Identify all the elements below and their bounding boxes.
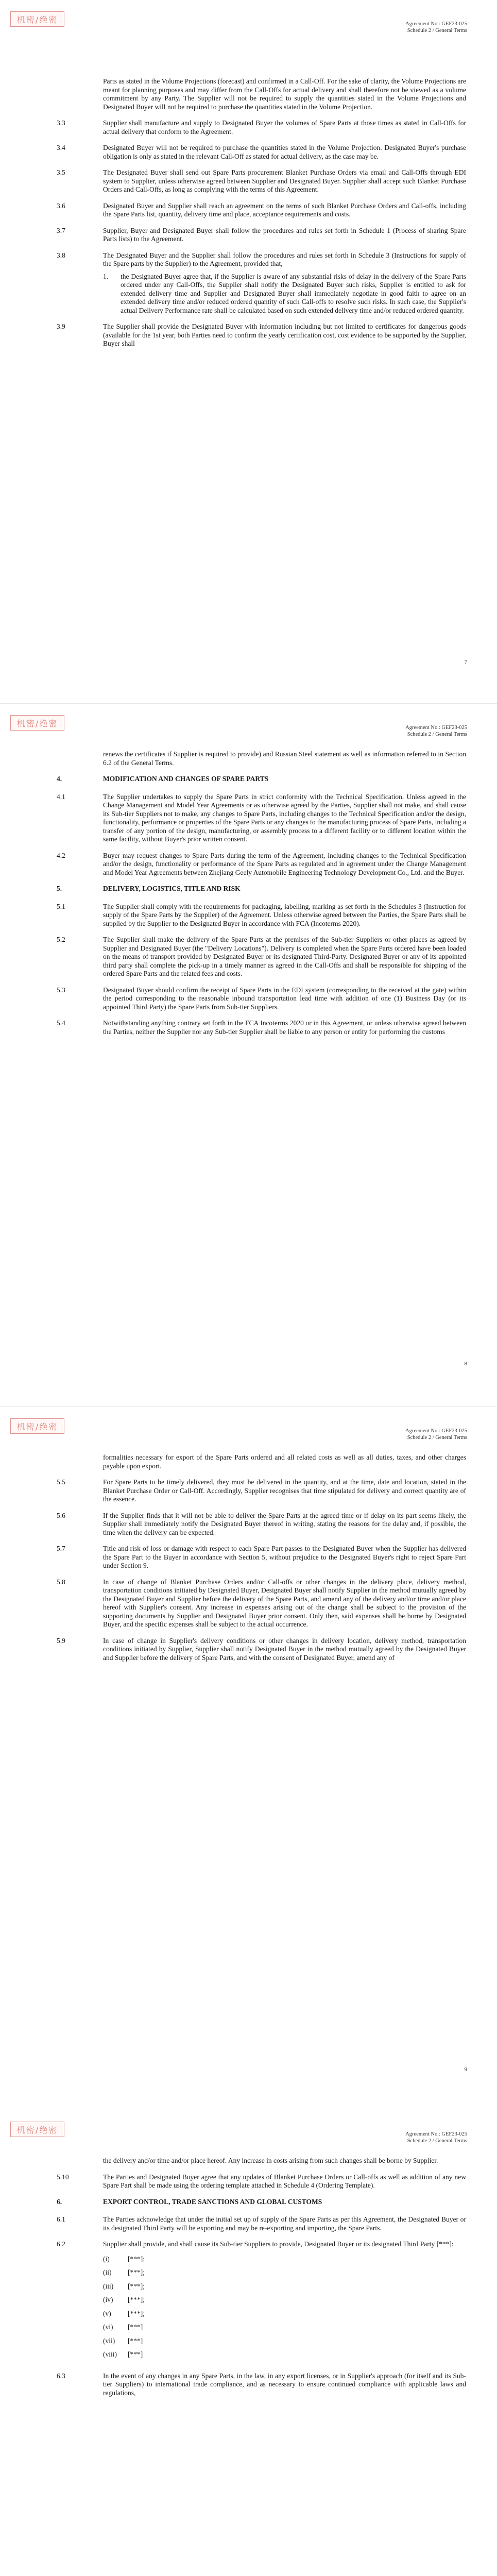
list-item: (vi) [***] — [103, 2323, 143, 2331]
list-item: (i) [***]; — [103, 2255, 145, 2263]
document-page-8 — [0, 704, 497, 1406]
document-page-7 — [0, 0, 497, 703]
clause-3-6: 3.6 Designated Buyer and Supplier shall reach an agreement on the terms of such Blanket Purchase Orders and Call-offs, including the Spare Parts list, quantity, delivery time and place, acceptance requirements and costs. — [57, 201, 466, 218]
continued-paragraph: Parts as stated in the Volume Projections (forecast) and confirmed in a Call-Off. For the sake of clarity, the Volume Projections are meant for planning purposes and may differ from the Call-Offs for actual delivery and shall therefore not be viewed as a volume commitment by any Party. The Supplier will not be required to supply the quantities stated in the Volume Projections and Designated Buyer will not be required to purchase the quantities stated in the Volume Projection. — [103, 77, 466, 111]
schedule-label: Schedule 2 / General Terms — [407, 732, 467, 737]
page-header — [405, 21, 467, 34]
clause-3-8-text: The Designated Buyer and the Supplier shall follow the procedures and rules set forth in Schedule 3 (Instructions for supply of the Spare parts by the Supplier) to the Agreement, provided that, — [103, 251, 466, 267]
agreement-number: Agreement No.: GEF23-025 — [405, 2131, 467, 2137]
agreement-number: Agreement No.: GEF23-025 — [405, 21, 467, 27]
section-heading-5: 5. DELIVERY, LOGISTICS, TITLE AND RISK — [57, 885, 241, 892]
schedule-label: Schedule 2 / General Terms — [407, 1435, 467, 1440]
section-heading-4: 4. MODIFICATION AND CHANGES OF SPARE PARTS — [57, 775, 269, 783]
page-content — [57, 2157, 466, 2405]
clause-4-2: 4.2 Buyer may request changes to Spare Parts during the term of the Agreement, including changes to the Technical Specification and/or the design, functionality or performance of the Spare Parts as regulated and in agreement under the Change Management and Model Year Agreements between Zhejiang Geely Automobile Engineering Technology Development Co., Ltd. and the Buyer. — [57, 851, 466, 876]
list-item: (iv) [***]; — [103, 2296, 145, 2303]
clause-5-3: 5.3 Designated Buyer should confirm the receipt of Spare Parts in the EDI system (corresponding to the received at the gate) within the period corresponding to the reasonable inbound transportation lead time with addition of one (1) Business Day (or its appointed Third Party) the Spare Parts from Sub-tier Suppliers. — [57, 986, 466, 1011]
redacted-list — [103, 2255, 466, 2359]
confidential-stamp: 机密/绝密 — [10, 11, 64, 27]
confidential-stamp: 机密/绝密 — [10, 1418, 64, 1434]
page-header — [405, 1428, 467, 1441]
section-heading-6: 6. EXPORT CONTROL, TRADE SANCTIONS AND GLOBAL CUSTOMS — [57, 2197, 322, 2206]
clause-6-1: 6.1 The Parties acknowledge that under the initial set up of supply of the Spare Parts as per this Agreement, the Designated Buyer or its designated Third Party will be exporting and may be re-exporting and importing, the Spare Parts. — [57, 2215, 466, 2232]
continued-paragraph: formalities necessary for export of the Spare Parts ordered and all related costs as well as all duties, taxes, and other charges payable upon export. — [103, 1453, 466, 1470]
clause-5-10: 5.10 The Parties and Designated Buyer agree that any updates of Blanket Purchase Orders or Call-offs as well as addition of any new Spare Part shall be made using the ordering template attached in Schedule 4 (Ordering Template). — [57, 2173, 466, 2189]
schedule-label: Schedule 2 / General Terms — [407, 2138, 467, 2144]
list-item: (v) [***]; — [103, 2309, 145, 2317]
clause-5-1: 5.1 The Supplier shall comply with the requirements for packaging, labelling, marking as set forth in the Schedules 3 (Instruction for supply of the Spare Parts by the Supplier) of the Agreement. Unless otherwise agreed between the Parties, the Spare Parts shall be supplied by the Supplier to the Designated Buyer in accordance with FCA (Incoterms 2020). — [57, 902, 466, 927]
clause-5-2: 5.2 The Supplier shall make the delivery of the Spare Parts at the premises of the Sub-tier Suppliers or other places as agreed by Supplier and Designated Buyer (the "Delivery Locations"). Delivery is completed when the Spare Parts ordered have been loaded on the means of transport provided by Designated Buyer or its designated Third-Party. Designated Buyer or any of its appointed third party shall complete the pick-up in a timely manner as agreed in the Call-Offs and shall be responsible for shipping of the ordered Spare Parts and the related fees and costs. — [57, 936, 466, 977]
schedule-label: Schedule 2 / General Terms — [407, 28, 467, 33]
clause-3-3: 3.3 Supplier shall manufacture and supply to Designated Buyer the volumes of Spare Parts at those times as stated in Call-Offs for actual delivery that conform to the Agreement. — [57, 119, 466, 135]
clause-3-7: 3.7 Supplier, Buyer and Designated Buyer shall follow the procedures and rules set forth in Schedule 1 (Process of sharing Spare Parts lists) to the Agreement. — [57, 226, 466, 243]
clause-3-9: 3.9 The Supplier shall provide the Designated Buyer with information including but not limited to certificates for dangerous goods (available for the 1st year, both Parties need to confirm the yearly certification cost, cost evidence to be supported by the Supplier, Buyer shall — [57, 323, 466, 347]
agreement-number: Agreement No.: GEF23-025 — [405, 725, 467, 731]
clause-3-8-subitem: 1. the Designated Buyer agree that, if the Supplier is aware of any substantial risks of delay in the delivery of the Spare Parts ordered under any Call-Offs, the Supplier shall notify the Designated Buyer such risks, Supplier is entitled to ask for extended delivery time and Supplier and Designated Buyer shall immediately negotiate in good faith to agree on an extended delivery time and/or reduced ordered quantity of such Call-offs to resolve such risks. In such case, the Supplier's actual Delivery Performance rate shall be calculated based on such extended delivery time and/or reduced ordered quantity. — [103, 272, 466, 314]
clause-5-7: 5.7 Title and risk of loss or damage with respect to each Spare Part passes to the Designated Buyer when the Supplier has delivered the Spare Part to the Buyer in accordance with Section 5, without prejudice to the Designated Buyer's right to reject Spare Part under Section 9. — [57, 1545, 466, 1569]
clause-3-8: 3.8 The Designated Buyer and the Supplier shall follow the procedures and rules set forth in Schedule 3 (Instructions for supply of the Spare parts by the Supplier) to the Agreement, provided that, 1. the Designated Buyer agree that, if the Supplier is aware of any substantial risks of delay in the delivery of the Spare Parts ordered under any Call-Offs, the Supplier shall notify the Designated Buyer such risks, Supplier is entitled to ask for extended delivery time and Supplier and Designated Buyer shall immediately negotiate in good faith to agree on an extended delivery time and/or reduced ordered quantity of such Call-offs to resolve such risks. In such case, the Supplier's actual Delivery Performance rate shall be calculated based on such extended delivery time and/or reduced ordered quantity. — [57, 251, 466, 314]
page-number: 7 — [464, 659, 467, 666]
list-item: (vii) [***] — [103, 2336, 143, 2345]
page-content — [57, 750, 466, 1044]
continued-paragraph: renews the certificates if Supplier is required to provide) and Russian Steel statement as well as information referred to in Section 6.2 of the General Terms. — [103, 750, 466, 767]
clause-3-5: 3.5 The Designated Buyer shall send out Spare Parts procurement Blanket Purchase Orders via email and Call-Offs through EDI system to Supplier, unless otherwise agreed between Supplier and Designated Buyer. Supplier shall accept such Blanket Purchase Orders and Call-Offs, as long as complying with the terms of this Agreement. — [57, 168, 466, 193]
page-number: 9 — [464, 2066, 467, 2073]
page-number: 8 — [464, 1361, 467, 1367]
confidential-stamp: 机密/绝密 — [10, 715, 64, 731]
page-content — [57, 1453, 466, 1670]
clause-5-5: 5.5 For Spare Parts to be timely delivered, they must be delivered in the quantity, and at the time, date and location, stated in the Blanket Purchase Order or Call-Off. Accordingly, Supplier recognises that time stipulated for delivery and correct quantity are of the essence. — [57, 1478, 466, 1503]
confidential-stamp: 机密/绝密 — [10, 2122, 64, 2137]
document-page-10 — [0, 2110, 497, 2576]
clause-4-1: 4.1 The Supplier undertakes to supply the Spare Parts in strict conformity with the Technical Specification. Unless agreed in the Change Management and Model Year Agreements or as otherwise agreed by the Parties, Supplier shall not make, and shall cause its Sub-tier Suppliers not to make, any changes to Spare Parts, including changes to the Technical Specification and/or the design, functionality, performance or properties of the Spare Parts or any changes to the manufacturing process of Spare Parts, including a transfer of any portion of the design, manufacturing, or assembly process to a different facility or to different location within the same facility, without Buyer's prior written consent. — [57, 792, 466, 843]
clause-6-3: 6.3 In the event of any changes in any Spare Parts, in the law, in any export licenses, or in Supplier's approach (for itself and its Sub-tier Suppliers) to international trade compliance, and as necessary to ensure continued compliance with applicable laws and regulations, — [57, 2371, 466, 2397]
continued-paragraph: the delivery and/or time and/or place hereof. Any increase in costs arising from such changes shall be borne by Supplier. — [103, 2157, 438, 2164]
page-header — [405, 724, 467, 738]
document-page-9 — [0, 1407, 497, 2110]
clause-6-2: 6.2 Supplier shall provide, and shall cause its Sub-tier Suppliers to provide, Designated Buyer or its designated Third Party [***]: (i) [***]; (ii) [***]; (iii) [***]; (iv) [***]; (v) [***]; (vi) [***] (vii) [***] (viii) [***] — [57, 2240, 466, 2364]
clause-5-6: 5.6 If the Supplier finds that it will not be able to deliver the Spare Parts at the agreed time or if delay on its part seems likely, the Supplier shall immediately notify the Designated Buyer thereof in writing, stating the reasons for the delay and, if possible, the time when the delivery can be expected. — [57, 1511, 466, 1536]
page-content — [57, 77, 466, 356]
clause-5-8: 5.8 In case of change of Blanket Purchase Orders and/or Call-offs or other changes in the delivery place, delivery method, transportation conditions initiated by Designated Buyer, Designated Buyer shall notify Supplier in the method mutually agreed by the Designated Buyer and Supplier before the delivery of the Spare Parts, and amend any of the delivery and/or time and/or place hereof with Supplier's consent. Any increase in expenses arising out of the change shall be subject to the provision of the supporting documents by Supplier and Designated Buyer prior consent. Only then, said expenses shall be borne by Designated Buyer, and the specific expenses shall be subject to the actual occurrence. — [57, 1578, 466, 1628]
clause-3-4: 3.4 Designated Buyer will not be required to purchase the quantities stated in the Volume Projection. Designated Buyer's purchase obligation is only as stated in the relevant Call-Off as stated for actual delivery, as the case may be. — [57, 144, 466, 160]
clause-5-9: 5.9 In case of change in Supplier's delivery conditions or other changes in delivery location, delivery method, transportation conditions initiated by Supplier, Supplier shall notify Designated Buyer in the method mutually agreed by the Designated Buyer and Supplier before the delivery of Spare Parts, and with the consent of Designated Buyer, amend any of — [57, 1636, 466, 1662]
list-item: (viii) [***] — [103, 2350, 143, 2358]
agreement-number: Agreement No.: GEF23-025 — [405, 1428, 467, 1434]
page-header — [405, 2131, 467, 2144]
clause-5-4: 5.4 Notwithstanding anything contrary set forth in the FCA Incoterms 2020 or in this Agreement, or unless otherwise agreed between the Parties, neither the Supplier nor any Sub-tier Supplier shall be liable to any person or entity for performing the customs — [57, 1019, 466, 1036]
clause-6-2-text: Supplier shall provide, and shall cause its Sub-tier Suppliers to provide, Designated Buyer or its designated Third Party [***]: — [103, 2240, 454, 2248]
list-item: (ii) [***]; — [103, 2268, 145, 2276]
list-item: (iii) [***]; — [103, 2282, 145, 2290]
